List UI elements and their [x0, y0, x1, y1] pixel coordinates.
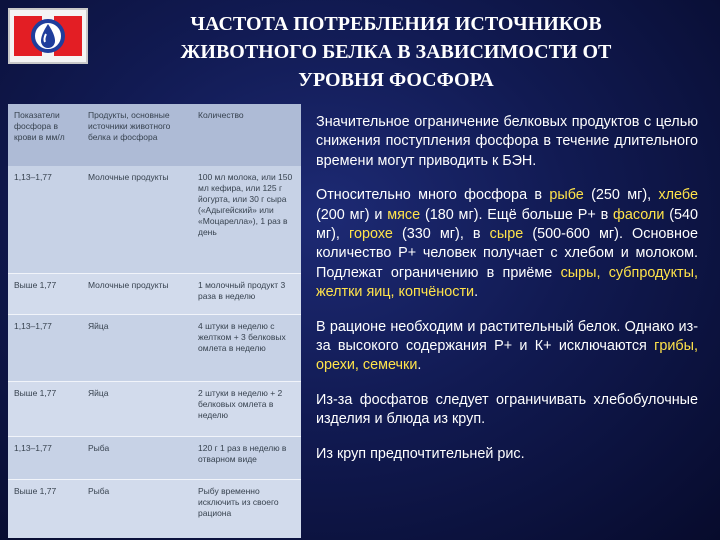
body-paragraph [316, 318, 698, 376]
paragraph-text: (540 мг), [316, 206, 698, 243]
nephrology-logo-icon [8, 8, 88, 64]
phosphorus-table [8, 104, 301, 538]
table-header-cell: Показатели фосфора в крови в мм/л [14, 110, 65, 142]
paragraph-text: . [474, 284, 479, 301]
table-cell-amount: 2 штуки в неделю + 2 белковых омлета в неделю [198, 388, 283, 420]
paragraph-text: (250 мг), [583, 187, 659, 204]
text-panel [316, 113, 698, 464]
table-cell-phosphorus: 1,13–1,77 [14, 443, 52, 453]
table-row [8, 274, 301, 314]
table-row [8, 480, 301, 538]
table-cell-phosphorus: 1,13–1,77 [14, 321, 52, 331]
paragraph-text: Значительное ограничение белковых продуктов с целью снижения поступления фосфора в течение длительного времени могут приводить к БЭН. [316, 114, 698, 169]
table-cell-phosphorus: Выше 1,77 [14, 486, 57, 496]
paragraph-text: Из круп предпочтительней рис. [316, 445, 525, 462]
table-cell-product: Яйца [88, 388, 109, 398]
table-row [8, 315, 301, 381]
paragraph-text: Относительно много фосфора в [316, 187, 550, 204]
page-title [96, 10, 696, 94]
paragraph-text: В рационе необходим и растительный белок. Однако из-за высокого содержания Р+ и К+ исключаются [316, 318, 698, 355]
table-cell-amount: 1 молочный продукт 3 раза в неделю [198, 280, 286, 301]
paragraph-text: (500-600 мг). Основное количество Р+ человек получает с хлебом и молоком. Подлежат ограничению в приёме [316, 226, 698, 281]
highlighted-text: фасоли [613, 206, 665, 223]
highlighted-text: грибы, орехи, семечки [316, 338, 698, 374]
table-cell-amount: Рыбу временно исключить из своего рациона [198, 486, 279, 518]
highlighted-text: хлебе [658, 187, 698, 204]
body-paragraph [316, 186, 698, 302]
highlighted-text: сыры, субпродукты, желтки яиц, копчёности [316, 264, 698, 301]
logo-graphic [10, 10, 86, 62]
table-row [8, 382, 301, 436]
paragraph-text: (180 мг). Ещё больше Р+ в [420, 206, 614, 223]
highlighted-text: рыбе [549, 187, 584, 204]
highlighted-text: мясе [387, 206, 421, 223]
table-cell-amount: 4 штуки в неделю с желтком + 3 белковых омлета в неделю [198, 321, 286, 353]
table-header-cell: Продукты, основные источники животного белка и фосфора [88, 110, 171, 142]
table-cell-amount: 100 мл молока, или 150 мл кефира, или 125 г йогурта, или 30 г сыра («Адыгейский» или «Моцарелла»), 1 раз в день [198, 172, 293, 237]
title-line-3: УРОВНЯ ФОСФОРА [298, 69, 494, 91]
title-line-2: ЖИВОТНОГО БЕЛКА В ЗАВИСИМОСТИ ОТ [180, 41, 612, 63]
paragraph-text: (330 мг), в [392, 226, 490, 243]
table-cell-phosphorus: Выше 1,77 [14, 280, 57, 290]
highlighted-text: сыре [489, 226, 524, 243]
body-paragraph [316, 391, 698, 430]
table-header-row [8, 104, 301, 166]
table-cell-product: Молочные продукты [88, 172, 169, 182]
table-cell-product: Рыба [88, 486, 110, 496]
highlighted-text: горохе [349, 226, 393, 243]
table-cell-phosphorus: 1,13–1,77 [14, 172, 52, 182]
table-header-cell: Количество [198, 110, 244, 120]
paragraph-text: Из-за фосфатов следует ограничивать хлебобулочные изделия и блюда из круп. [316, 391, 698, 428]
body-paragraph [316, 113, 698, 171]
paragraph-text: (200 мг) и [316, 206, 388, 223]
body-paragraph [316, 445, 698, 464]
title-line-1: ЧАСТОТА ПОТРЕБЛЕНИЯ ИСТОЧНИКОВ [190, 13, 602, 35]
table-cell-amount: 120 г 1 раз в неделю в отварном виде [198, 443, 287, 464]
table-cell-phosphorus: Выше 1,77 [14, 388, 57, 398]
table-cell-product: Молочные продукты [88, 280, 169, 290]
paragraph-text: . [417, 357, 422, 374]
table-row [8, 166, 301, 273]
table-cell-product: Яйца [88, 321, 109, 331]
table-row [8, 437, 301, 479]
table-cell-product: Рыба [88, 443, 110, 453]
